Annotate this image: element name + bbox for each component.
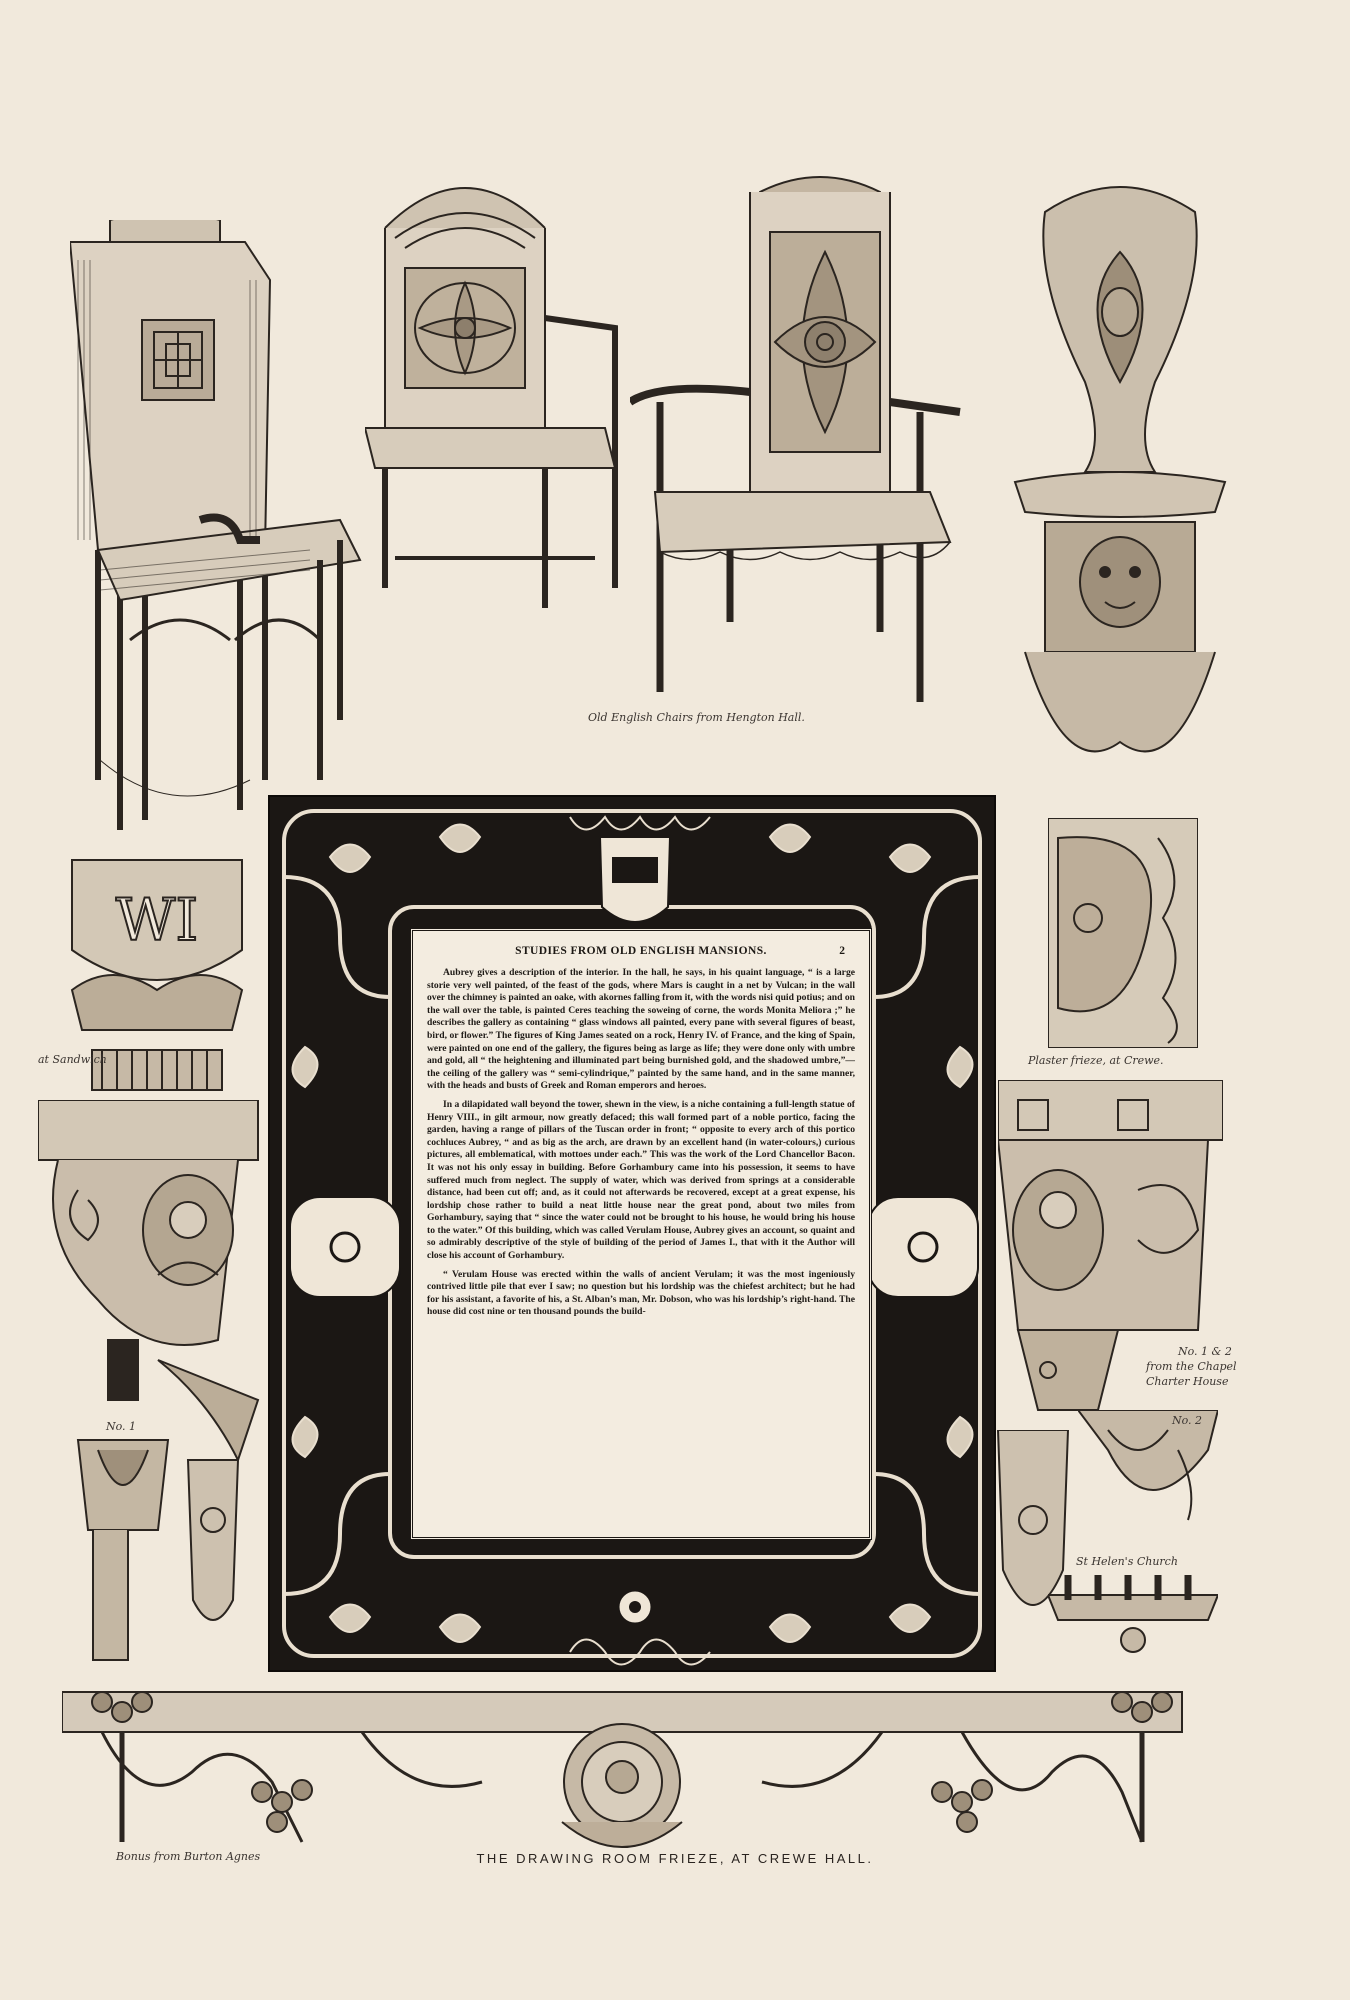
page-number: 2 (839, 945, 845, 957)
plate-title: THE DRAWING ROOM FRIEZE, AT CREWE HALL. (476, 1851, 874, 1866)
sgabello-hall-chair (1005, 182, 1235, 782)
drawing-room-frieze (62, 1672, 1202, 1852)
plaster-frieze-fragment (1048, 818, 1198, 1048)
caption-n1: No. 1 (106, 1420, 137, 1433)
caption-charter-num: No. 1 & 2 (1178, 1345, 1232, 1358)
caption-sandwich: at Sandwich (38, 1053, 107, 1066)
caption-barton: Bonus from Burton Agnes (116, 1850, 261, 1863)
wainscot-chair-centre (365, 168, 635, 628)
caption-charter-house: Charter House (1146, 1375, 1229, 1388)
wainscot-chair-left (70, 220, 410, 830)
panel-title: STUDIES FROM OLD ENGLISH MANSIONS. (515, 945, 767, 957)
caption-chairs: Old English Chairs from Hengton Hall. (588, 711, 805, 724)
caption-st-helen: St Helen's Church (1076, 1555, 1178, 1568)
caption-plaster: Plaster frieze, at Crewe. (1028, 1054, 1164, 1067)
strapwork-bracket-left (38, 1100, 268, 1680)
paragraph-2: In a dilapidated wall beyond the tower, shewn in the view, is a niche containing a full-length statue of Henry VIII., in gilt armour, now greatly defaced; this wall formed part of a noble portico, facing the garden, having a range of pillars of the Tuscan order in front; “ opposite to every arch of this portico cochluces Aubrey, “ and as big as the arch, are drawn by an excellent hand (in water-colours,) curious pictures, all emblematical, with mottoes under each.” This was the work of the Lord Chancellor Bacon. It was not his only essay in building. Before Gorhambury came into his possession, it seems to have suffered much from neglect. The supply of water, which was derived from springs at a considerable distance, had been cut off; and, as it could not afterwards be recovered, except at a great expense, his lordship chose rather to build a neat little house near the great pond, about two miles from Gorhambury, saying that “ since the water could not be brought to his house, he would bring his house to the water.” Of this building, which was called Verulam House, Aubrey gives an account, so quaint and so admirably descriptive of the style of building of the period of James I., that with it the Author will close his account of Gorhambury. (427, 1098, 855, 1262)
carved-armchair-right (630, 172, 990, 722)
caption-n2: No. 2 (1172, 1414, 1203, 1427)
text-panel (410, 928, 872, 1540)
paragraph-3: “ Verulam House was erected within the walls of ancient Verulam; it was the most ingeniously contrived little pile that ever I saw; no question but his lordship was the chiefest architect; but he had for his assistant, a favorite of his, a St. Alban’s man, Mr. Dobson, who was his lordship’s right-hand. The house did cost nine or ten thousand pounds the build- (427, 1268, 855, 1318)
small-bracket-no2 (1078, 1410, 1218, 1530)
paragraph-1: Aubrey gives a description of the interior. In the hall, he says, in his quaint language, “ is a large storie very well painted, of the feast of the gods, where Mars is caught in a net by Vulcan; in the wall over the chimney is painted an oake, with akornes falling from it, with the words nisi quid potius; and on the wall over the table, is painted Ceres teaching the soweing of corne, the words Monita Meliora ;” he describes the gallery as containing “ glass windows all painted, every pane with several figures of beast, bird, or flower.” The figures of King James seated on a rock, Henry IV. of France, and the king of Spain, were painted on one end of the gallery, the figures being as large as life; they were done only with umbre and gold, all “ the heightening and illuminated part being burnished gold, and the shadowed umbre,”—the ceiling of the gallery was “ semi-cylindrique,” painted by the same hand, and in the same manner, with the heads and busts of Greek and Roman emperors and heroes. (427, 967, 855, 1092)
caption-charter-from: from the Chapel (1146, 1360, 1237, 1373)
svg-text:WI: WI (115, 886, 199, 954)
panel-header (427, 941, 855, 961)
st-helen-bracket (1048, 1575, 1218, 1665)
